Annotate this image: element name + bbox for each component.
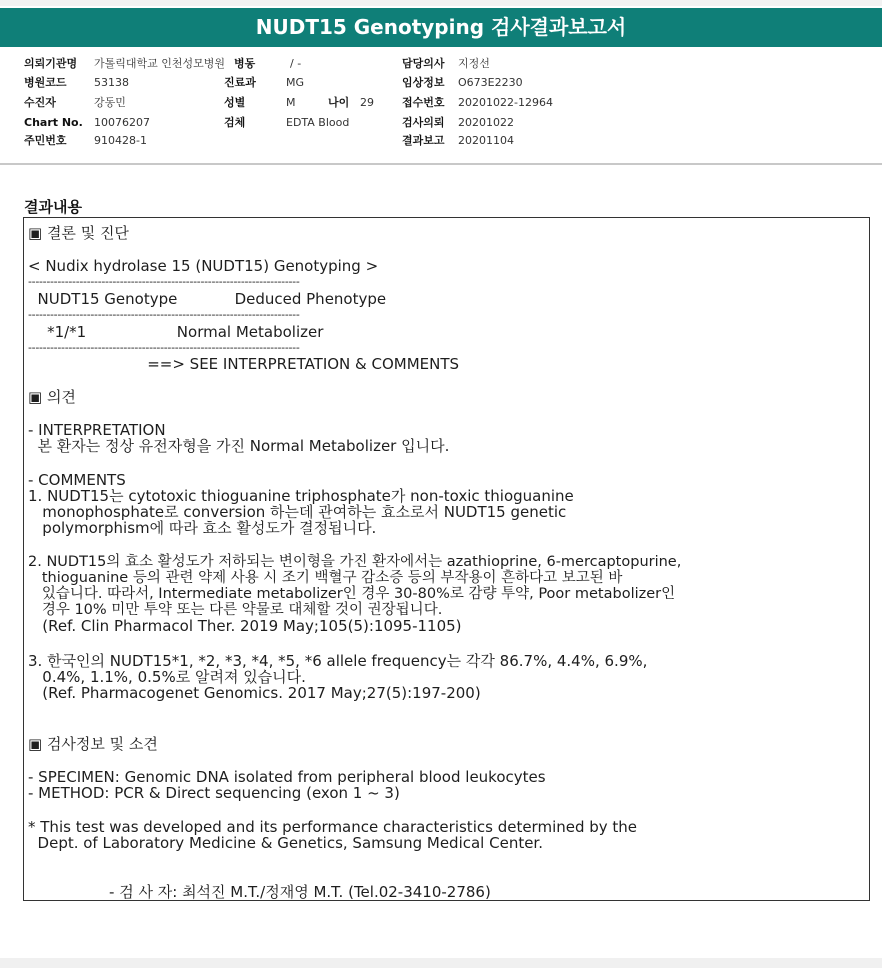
- comment-1-line-1: 1. NUDT15는 cytotoxic thioguanine triphosphate가 non-toxic thioguanine: [28, 487, 574, 505]
- resident-no-label: 주민번호: [24, 134, 67, 147]
- receipt-no-label: 접수번호: [402, 96, 445, 109]
- specimen-description: - SPECIMEN: Genomic DNA isolated from peripheral blood leukocytes: [28, 768, 546, 786]
- age-value: 29: [360, 96, 374, 109]
- comment-1-line-2: monophosphate로 conversion 하는데 관여하는 효소로서 NUDT15 genetic: [28, 503, 567, 521]
- request-date-value: 20201022: [458, 116, 514, 129]
- method-description: - METHOD: PCR & Direct sequencing (exon 1 ~ 3): [28, 784, 400, 802]
- comment-1-line-3: polymorphism에 따라 효소 활성도가 결정됩니다.: [28, 519, 377, 537]
- comment-3-line-2: 0.4%, 1.1%, 0.5%로 알려져 있습니다.: [28, 668, 306, 686]
- see-interpretation-note: ==> SEE INTERPRETATION & COMMENTS: [28, 355, 460, 373]
- table-rule-mid: --------------------------------------------------------------------------: [28, 308, 300, 321]
- chart-no-value: 10076207: [94, 116, 150, 129]
- genotyping-title: < Nudix hydrolase 15 (NUDT15) Genotyping >: [28, 257, 379, 275]
- request-date-label: 검사의뢰: [402, 116, 445, 129]
- patient-label: 수진자: [24, 96, 56, 109]
- table-rule-bottom: --------------------------------------------------------------------------: [28, 341, 300, 354]
- report-date-label: 결과보고: [402, 134, 445, 147]
- patient-info-panel: [0, 55, 882, 153]
- comment-2-line-4: 경우 10% 미만 투약 또는 다른 약물로 대체할 것이 권장됩니다.: [28, 602, 443, 618]
- institution-label: 의뢰기관명: [24, 57, 78, 70]
- results-section-title: 결과내용: [24, 198, 82, 216]
- table-rule-top: --------------------------------------------------------------------------: [28, 275, 300, 288]
- comment-2-reference: (Ref. Clin Pharmacol Ther. 2019 May;105(5):1095-1105): [28, 617, 462, 635]
- age-label: 나이: [328, 96, 350, 109]
- hospital-code-value: 53138: [94, 76, 129, 89]
- disclaimer-line-2: Dept. of Laboratory Medicine & Genetics, Samsung Medical Center.: [28, 834, 543, 852]
- conclusion-heading: ▣ 결론 및 진단: [28, 224, 129, 242]
- test-info-heading: ▣ 검사정보 및 소견: [28, 735, 158, 753]
- resident-no-value: 910428-1: [94, 134, 147, 147]
- interpretation-heading: - INTERPRETATION: [28, 421, 166, 439]
- disclaimer-line-1: * This test was developed and its performance characteristics determined by the: [28, 818, 638, 836]
- sex-value: M: [286, 96, 296, 109]
- receipt-no-value: 20201022-12964: [458, 96, 553, 109]
- clinical-info-label: 임상정보: [402, 76, 445, 89]
- specimen-label: 검체: [224, 116, 246, 129]
- results-box: [23, 217, 870, 901]
- patient-value: 강동민: [94, 96, 126, 109]
- top-border: [0, 0, 882, 6]
- doctor-value: 지정선: [458, 57, 490, 70]
- comment-2-line-2: thioguanine 등의 관련 약제 사용 시 조기 백혈구 감소증 등의 부작용이 흔하다고 보고된 바: [28, 570, 623, 586]
- sex-label: 성별: [224, 96, 246, 109]
- examiner-signature: - 검 사 자: 최석진 M.T./정재영 M.T. (Tel.02-3410-2786): [28, 883, 491, 901]
- dept-label: 진료과: [224, 76, 256, 89]
- clinical-info-value: O673E2230: [458, 76, 523, 89]
- institution-value: 가톨릭대학교 인천성모병원: [94, 57, 226, 70]
- ward-value: / -: [290, 57, 302, 70]
- chart-no-label: Chart No.: [24, 116, 83, 129]
- hospital-code-label: 병원코드: [24, 76, 67, 89]
- report-date-value: 20201104: [458, 134, 514, 147]
- interpretation-text: 본 환자는 정상 유전자형을 가진 Normal Metabolizer 입니다.: [28, 437, 450, 455]
- opinion-heading: ▣ 의견: [28, 388, 76, 406]
- report-title: NUDT15 Genotyping 검사결과보고서: [0, 8, 882, 47]
- comment-2-line-1: 2. NUDT15의 효소 활성도가 저하되는 변이형을 가진 환자에서는 azathioprine, 6-mercaptopurine,: [28, 554, 682, 570]
- table-data-row: *1/*1 Normal Metabolizer: [28, 323, 324, 341]
- specimen-value: EDTA Blood: [286, 116, 350, 129]
- doctor-label: 담당의사: [402, 57, 445, 70]
- table-header-row: NUDT15 Genotype Deduced Phenotype: [28, 290, 387, 308]
- header-divider: [0, 163, 882, 165]
- comment-3-reference: (Ref. Pharmacogenet Genomics. 2017 May;27(5):197-200): [28, 684, 481, 702]
- comment-3-line-1: 3. 한국인의 NUDT15*1, *2, *3, *4, *5, *6 allele frequency는 각각 86.7%, 4.4%, 6.9%,: [28, 652, 648, 670]
- dept-value: MG: [286, 76, 305, 89]
- comments-heading: - COMMENTS: [28, 471, 126, 489]
- bottom-bar: [0, 958, 882, 968]
- ward-label: 병동: [234, 57, 256, 70]
- comment-2-line-3: 있습니다. 따라서, Intermediate metabolizer인 경우 30-80%로 감량 투약, Poor metabolizer인: [28, 586, 676, 602]
